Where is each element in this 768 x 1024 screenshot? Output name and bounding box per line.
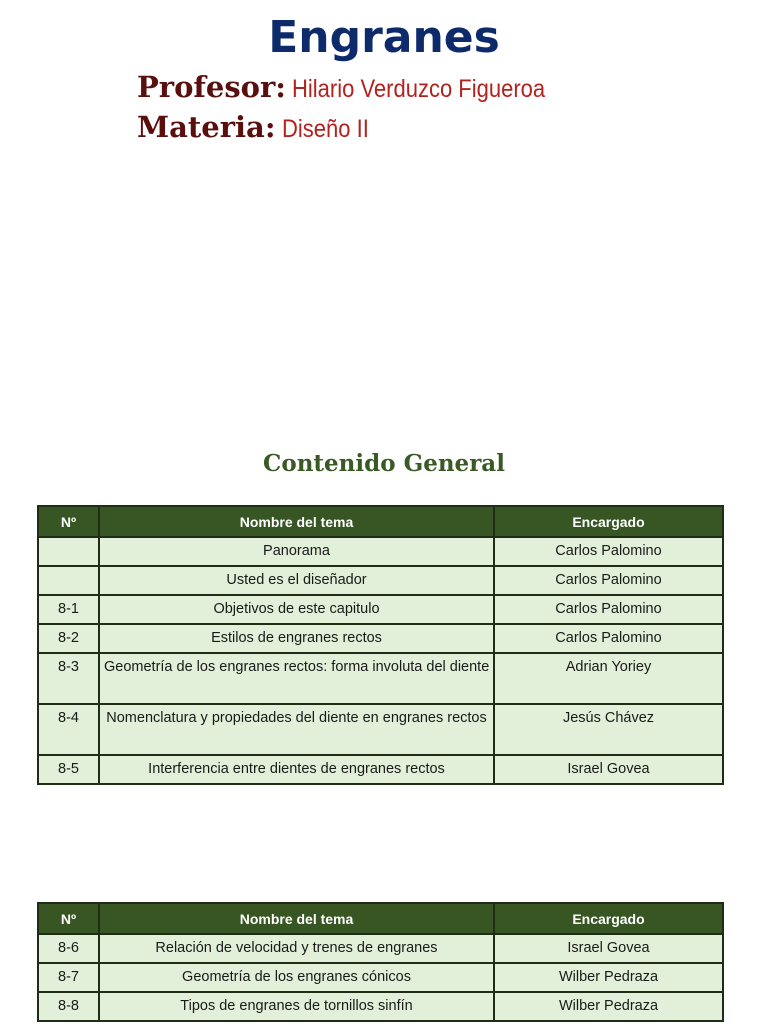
header-number: Nº — [38, 506, 99, 537]
header-topic: Nombre del tema — [99, 903, 494, 934]
table-row — [38, 537, 723, 566]
document-title: Engranes — [268, 12, 500, 63]
table-row — [38, 704, 723, 755]
profesor-label: Profesor: — [137, 70, 287, 104]
materia-label: Materia: — [137, 110, 276, 144]
table-header-row — [38, 506, 723, 537]
row-owner: Carlos Palomino — [494, 537, 723, 566]
materia-value: Diseño II — [281, 115, 369, 143]
table-row — [38, 566, 723, 595]
profesor-value: Hilario Verduzco Figueroa — [292, 75, 546, 103]
row-number: 8-3 — [38, 653, 99, 704]
row-number — [38, 537, 99, 566]
materia-line — [137, 110, 380, 144]
row-owner: Adrian Yoriey — [494, 653, 723, 704]
section-title: Contenido General — [263, 450, 505, 477]
row-number — [38, 566, 99, 595]
row-number: 8-1 — [38, 595, 99, 624]
table-row — [38, 624, 723, 653]
row-topic: Estilos de engranes rectos — [99, 624, 494, 653]
row-number: 8-2 — [38, 624, 99, 653]
row-owner: Carlos Palomino — [494, 595, 723, 624]
table-row — [38, 595, 723, 624]
table-row — [38, 963, 723, 992]
row-number: 8-4 — [38, 704, 99, 755]
row-topic: Objetivos de este capitulo — [99, 595, 494, 624]
row-number: 8-7 — [38, 963, 99, 992]
row-topic: Usted es el diseñador — [99, 566, 494, 595]
row-topic: Interferencia entre dientes de engranes rectos — [99, 755, 494, 784]
row-owner: Wilber Pedraza — [494, 992, 723, 1021]
header-number: Nº — [38, 903, 99, 934]
topics-table-1 — [37, 505, 724, 785]
header-owner: Encargado — [494, 506, 723, 537]
profesor-line — [137, 70, 580, 104]
row-owner: Israel Govea — [494, 755, 723, 784]
row-topic: Tipos de engranes de tornillos sinfín — [99, 992, 494, 1021]
table-row — [38, 653, 723, 704]
row-owner: Israel Govea — [494, 934, 723, 963]
row-number: 8-6 — [38, 934, 99, 963]
table-row — [38, 934, 723, 963]
row-topic: Panorama — [99, 537, 494, 566]
row-owner: Carlos Palomino — [494, 624, 723, 653]
row-number: 8-5 — [38, 755, 99, 784]
row-topic: Nomenclatura y propiedades del diente en engranes rectos — [99, 704, 494, 755]
table-row — [38, 755, 723, 784]
row-number: 8-8 — [38, 992, 99, 1021]
table-header-row — [38, 903, 723, 934]
table-row — [38, 992, 723, 1021]
header-owner: Encargado — [494, 903, 723, 934]
row-owner: Wilber Pedraza — [494, 963, 723, 992]
row-topic: Geometría de los engranes cónicos — [99, 963, 494, 992]
row-owner: Carlos Palomino — [494, 566, 723, 595]
header-topic: Nombre del tema — [99, 506, 494, 537]
topics-table-2 — [37, 902, 724, 1022]
row-owner: Jesús Chávez — [494, 704, 723, 755]
row-topic: Relación de velocidad y trenes de engranes — [99, 934, 494, 963]
row-topic: Geometría de los engranes rectos: forma involuta del diente — [99, 653, 494, 704]
